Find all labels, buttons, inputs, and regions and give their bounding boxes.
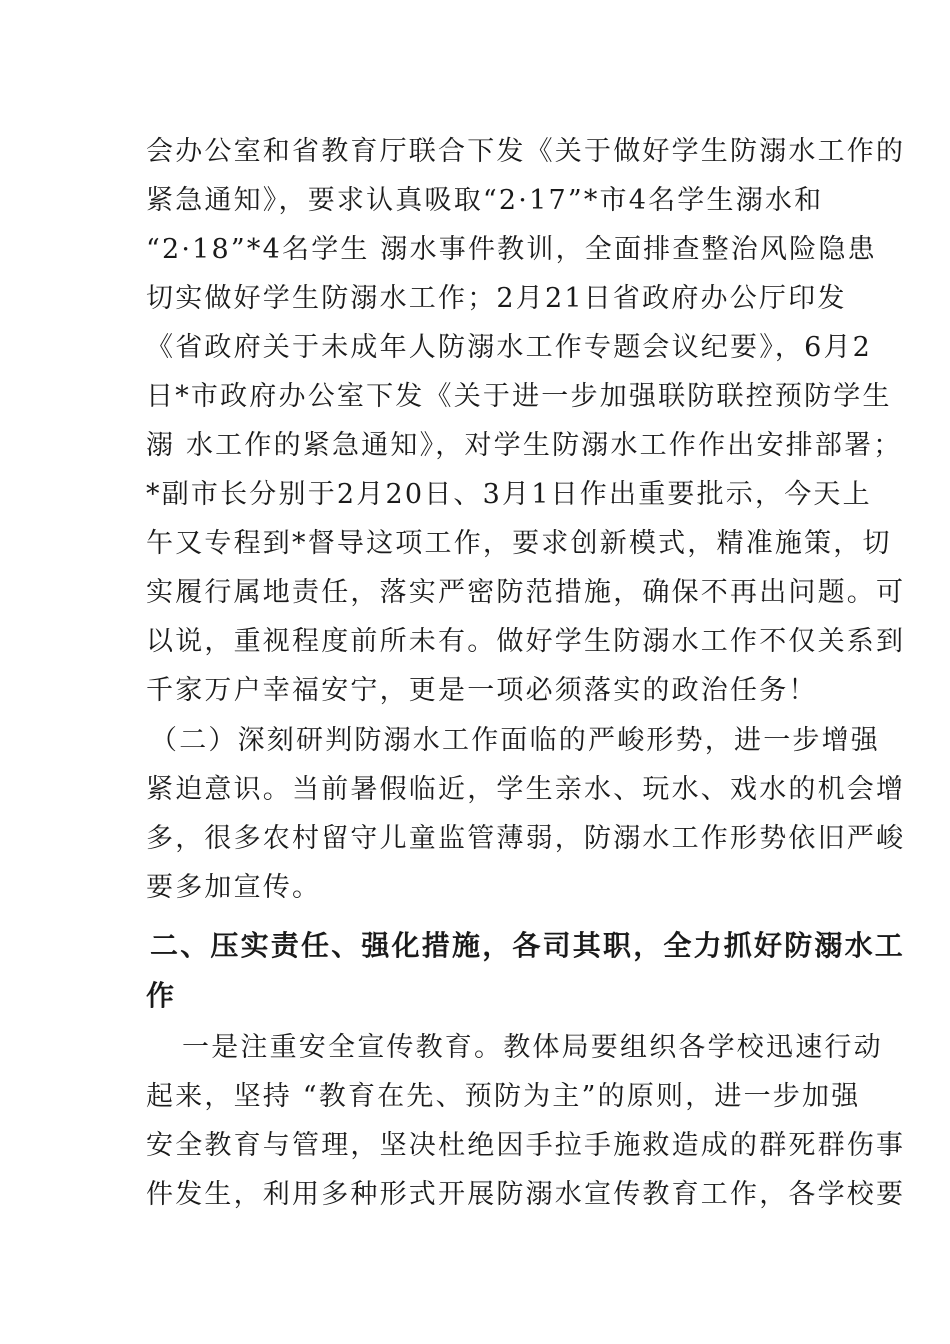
body-text-line: 件发生，利用多种形式开展防溺水宣传教育工作，各学校要 xyxy=(146,1179,906,1210)
section-heading: 二、压实责任、强化措施，各司其职，全力抓好防溺水工 xyxy=(150,929,906,962)
body-text-line: 多，很多农村留守儿童监管薄弱，防溺水工作形势依旧严峻 xyxy=(146,823,906,854)
body-text-line: 实履行属地责任，落实严密防范措施，确保不再出问题。可 xyxy=(146,577,906,608)
body-text-line: 安全教育与管理，坚决杜绝因手拉手施救造成的群死群伤事 xyxy=(146,1130,906,1161)
section-heading-continued: 作 xyxy=(146,979,177,1012)
body-text-line: 起来，坚持 “教育在先、预防为主”的原则，进一步加强 xyxy=(146,1081,861,1112)
body-text-line: 以说，重视程度前所未有。做好学生防溺水工作不仅关系到 xyxy=(146,626,906,657)
body-text-line: 要多加宣传。 xyxy=(146,872,322,903)
body-text-line: 日*市政府办公室下发《关于进一步加强联防联控预防学生 xyxy=(146,381,892,412)
body-text-line: 紧迫意识。当前暑假临近，学生亲水、玩水、戏水的机会增 xyxy=(146,774,906,805)
body-text-line: “2·18”*4名学生 溺水事件教训，全面排查整治风险隐患 xyxy=(146,234,877,265)
body-text-line: 千家万户幸福安宁，更是一项必须落实的政治任务！ xyxy=(146,675,818,706)
body-text-line: 会办公室和省教育厅联合下发《关于做好学生防溺水工作的 xyxy=(146,136,906,167)
body-text-line: 切实做好学生防溺水工作；2月21日省政府办公厅印发 xyxy=(146,283,847,314)
body-text-line: （二）深刻研判防溺水工作面临的严峻形势，进一步增强 xyxy=(150,725,880,756)
body-text-line: 《省政府关于未成年人防溺水工作专题会议纪要》，6月2 xyxy=(146,332,873,363)
body-text-line: 午又专程到*督导这项工作，要求创新模式，精准施策，切 xyxy=(146,528,892,559)
body-text-line: 一是注重安全宣传教育。教体局要组织各学校迅速行动 xyxy=(182,1032,883,1063)
body-text-line: 溺 水工作的紧急通知》，对学生防溺水工作作出安排部署； xyxy=(146,430,903,461)
body-text-line: 紧急通知》，要求认真吸取“2·17”*市4名学生溺水和 xyxy=(146,185,824,216)
body-text-line: *副市长分别于2月20日、3月1日作出重要批示，今天上 xyxy=(146,479,872,510)
